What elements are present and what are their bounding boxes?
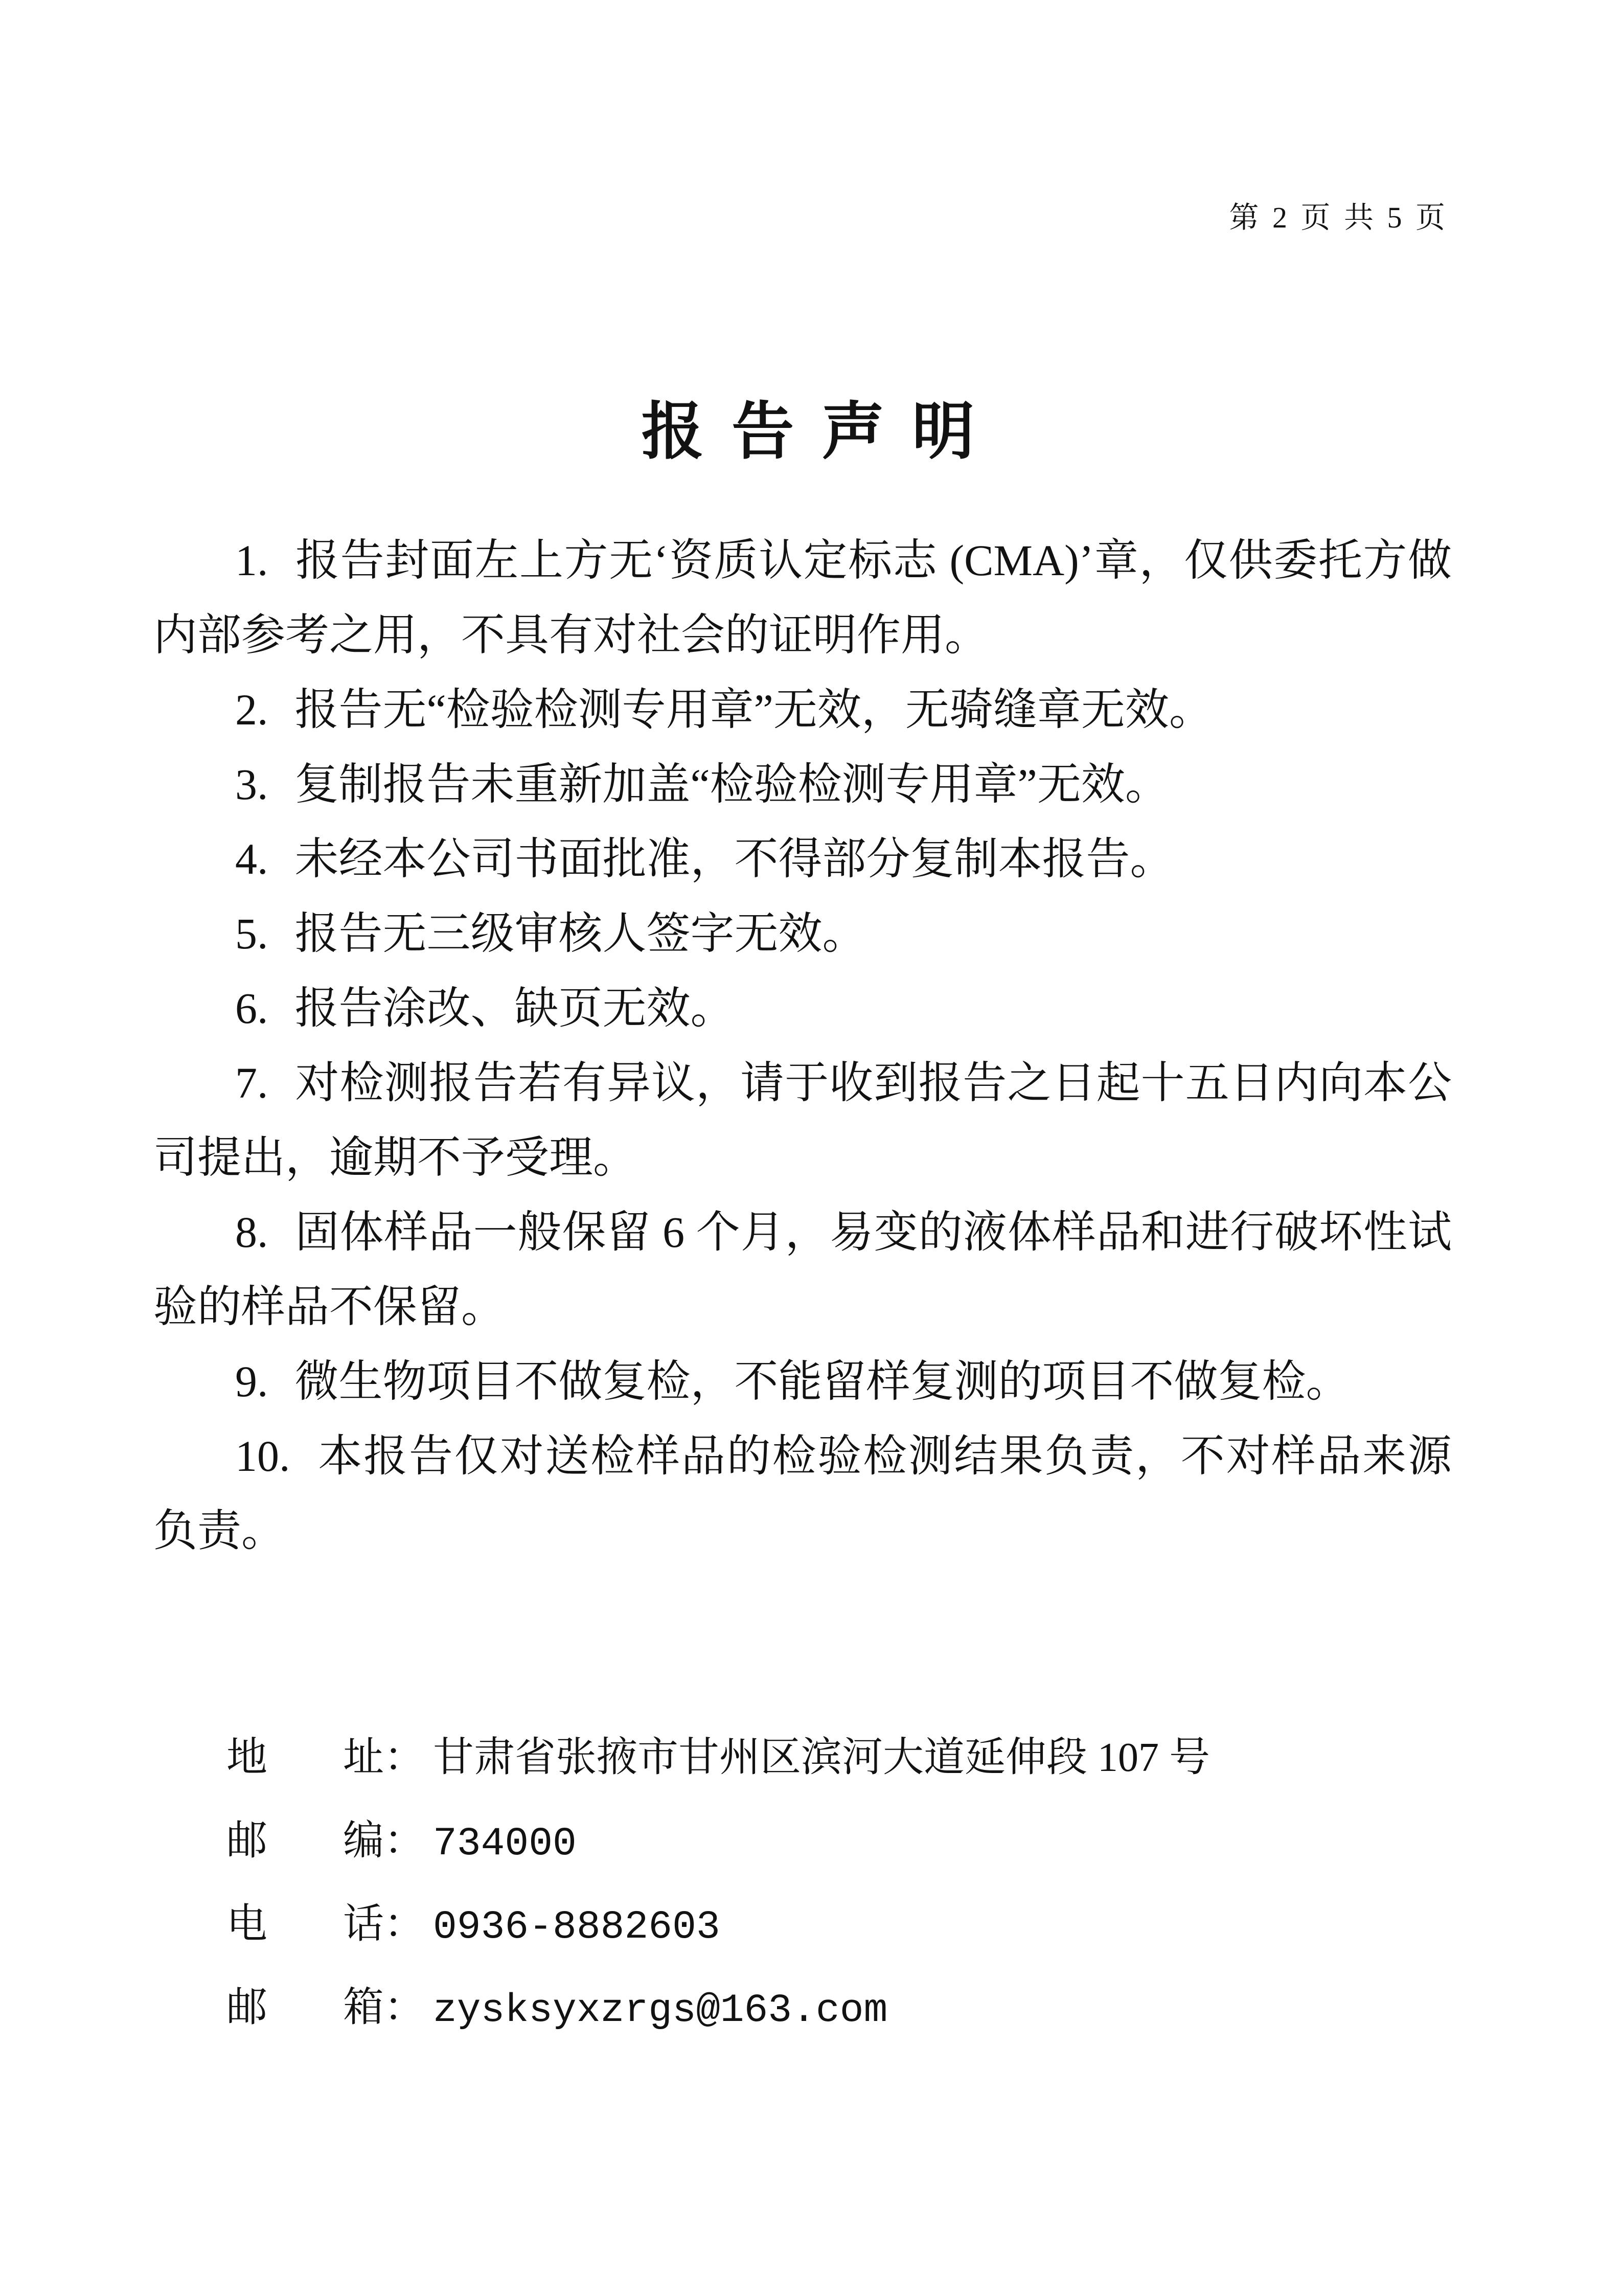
contact-email-label [226, 1966, 384, 2050]
statement-item-text: 本报告仅对送检样品的检验检测结果负责，不对样品来源负责。 [153, 1431, 1452, 1555]
contact-label-char: 地 [226, 1735, 267, 1780]
contact-label-char: 址 [343, 1735, 384, 1780]
contact-phone-value: 0936-8882603 [433, 1905, 720, 1950]
contact-address-label [226, 1716, 384, 1800]
statement-item-text: 报告涂改、缺页无效。 [294, 984, 735, 1033]
contact-colon: ： [384, 1902, 425, 1947]
contact-label-char: 话 [343, 1902, 384, 1947]
statement-item-number: 6. [235, 984, 268, 1033]
statement-item-1 [153, 523, 1452, 672]
contact-postcode-label [226, 1800, 384, 1883]
statement-item-number: 7. [235, 1058, 268, 1107]
statement-item-text: 报告封面左上方无‘资质认定标志 (CMA)’章，仅供委托方做内部参考之用，不具有对社会的证明作用。 [153, 536, 1452, 660]
statement-item-text: 复制报告未重新加盖“检验检测专用章”无效。 [294, 760, 1169, 809]
statement-item-7 [153, 1045, 1452, 1195]
page-title: 报 告 声 明 [641, 397, 981, 467]
statement-item-5 [153, 896, 1452, 971]
contact-address-value: 甘肃省张掖市甘州区滨河大道延伸段 107 号 [433, 1735, 1210, 1780]
statement-item-text: 对检测报告若有异议，请于收到报告之日起十五日内向本公司提出，逾期不予受理。 [153, 1058, 1452, 1182]
statement-item-text: 固体样品一般保留 6 个月，易变的液体样品和进行破坏性试验的样品不保留。 [153, 1208, 1452, 1331]
contact-label-char: 编 [343, 1818, 384, 1863]
statement-item-10 [153, 1419, 1452, 1568]
statement-item-number: 3. [235, 760, 268, 809]
contact-address-row [226, 1716, 1210, 1800]
statement-list [153, 523, 1452, 1568]
statement-item-text: 报告无三级审核人签字无效。 [294, 909, 866, 958]
contact-email-value: zysksyxzrgs@163.com [433, 1988, 888, 2033]
statement-item-2 [153, 672, 1452, 747]
contact-postcode-row [226, 1800, 1210, 1883]
statement-item-number: 5. [235, 909, 268, 958]
statement-item-number: 1. [235, 536, 268, 585]
statement-item-number: 2. [235, 685, 268, 734]
contact-phone-row [226, 1883, 1210, 1966]
statement-item-4 [153, 822, 1452, 896]
statement-item-text: 微生物项目不做复检，不能留样复测的项目不做复检。 [294, 1357, 1350, 1406]
contact-colon: ： [384, 1818, 425, 1863]
contact-colon: ： [384, 1735, 425, 1780]
statement-item-number: 8. [235, 1208, 268, 1257]
contact-postcode-value: 734000 [433, 1822, 577, 1867]
statement-item-9 [153, 1344, 1452, 1419]
contact-phone-label [226, 1883, 384, 1966]
statement-item-3 [153, 747, 1452, 822]
statement-item-6 [153, 971, 1452, 1045]
contact-label-char: 电 [226, 1902, 267, 1947]
contact-info-block [226, 1716, 1210, 2050]
contact-label-char: 箱 [343, 1985, 384, 2030]
statement-item-text: 报告无“检验检测专用章”无效，无骑缝章无效。 [294, 685, 1213, 734]
statement-item-8 [153, 1195, 1452, 1344]
statement-item-number: 9. [235, 1357, 268, 1406]
contact-colon: ： [384, 1985, 425, 2030]
statement-item-number: 4. [235, 834, 268, 883]
contact-label-char: 邮 [226, 1818, 267, 1863]
contact-label-char: 邮 [226, 1985, 267, 2030]
page-number: 第 2 页 共 5 页 [1229, 201, 1448, 234]
statement-item-number: 10. [235, 1431, 290, 1481]
contact-email-row [226, 1966, 1210, 2050]
statement-item-text: 未经本公司书面批准，不得部分复制本报告。 [294, 834, 1174, 883]
